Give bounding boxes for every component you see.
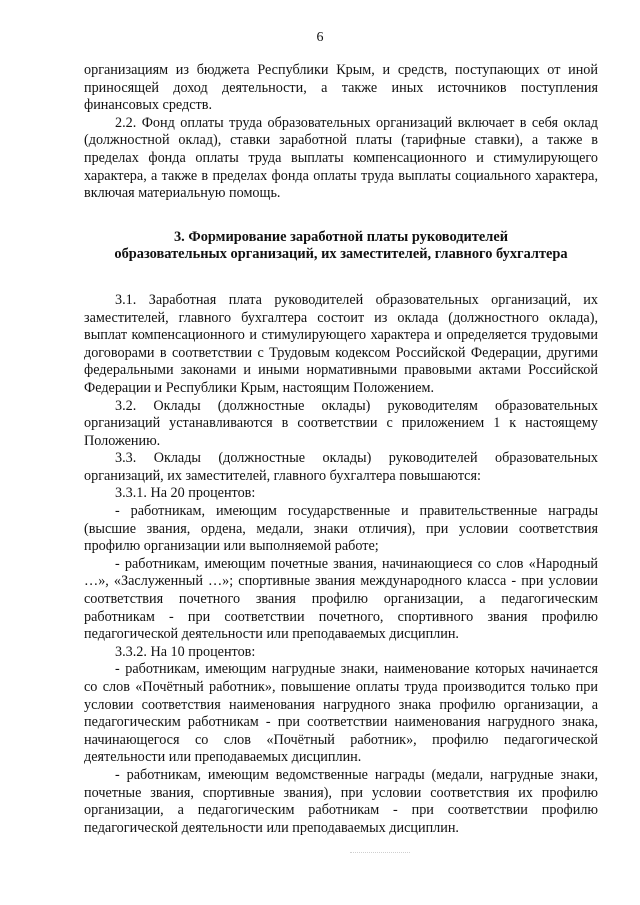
paragraph-3-2: 3.2. Оклады (должностные оклады) руководителям образовательных организаций устанавливаются в соответствии с приложением 1 к настоящему Положению. (84, 397, 598, 449)
section-3-heading-line-2: образовательных организаций, их заместителей, главного бухгалтера (114, 246, 568, 263)
paragraph-3-3: 3.3. Оклады (должностные оклады) руководителей образовательных организаций, их заместителей, главного бухгалтера повышаются: (84, 450, 598, 484)
paragraph-3-1: 3.1. Заработная плата руководителей образовательных организаций, их заместителей, главного бухгалтера состоит из оклада (должностного оклада), выплат компенсационного и стимулирующего характера и определяется трудовыми договорами в соответствии с Трудовым кодексом Российской Федерации, другими федеральными законами и иными нормативными правовыми актами Российской Федерации и Республики Крым, настоящим Положением. (84, 291, 598, 396)
list-item-state-awards: - работникам, имеющим государственные и правительственные награды (высшие звания, ордена, медали, знаки отличия), при условии соответствия профилю организации или выполняемой работе; (84, 503, 598, 555)
paragraph-continuation: организациям из бюджета Республики Крым, и средств, поступающих от иной приносящей доход деятельности, а также иных источников поступления финансовых средств. (84, 62, 598, 114)
list-item-departmental-awards: - работникам, имеющим ведомственные награды (медали, нагрудные знаки, почетные звания, спортивные звания), при условии соответствия их профилю организации, а педагогическим работникам - при соответствии профилю педагогической деятельности или преподаваемых дисциплин. (84, 766, 598, 836)
list-item-honorary-titles: - работникам, имеющим почетные звания, начинающиеся со слов «Народный …», «Заслуженный …»; спортивные звания международного класса - при условии соответствия почетного звания профилю организации, а педагогическим работникам - при соответствии почетного, спортивного звания профилю педагогической деятельности или преподаваемых дисциплин. (84, 555, 598, 643)
document-body (84, 62, 598, 837)
page-number: 6 (316, 30, 324, 45)
section-3-heading (84, 229, 598, 264)
scan-artifact (350, 852, 410, 854)
paragraph-2-2: 2.2. Фонд оплаты труда образовательных организаций включает в себя оклад (должностной оклад), ставки заработной платы (тарифные ставки), а также в пределах фонда оплаты труда выплаты компенсационного и стимулирующего характера, а также в пределах фонда оплаты труда выплаты социального характера, включая материальную помощь. (84, 114, 598, 202)
paragraph-3-3-2: 3.3.2. На 10 процентов: (115, 643, 256, 660)
section-3-heading-line-1: 3. Формирование заработной платы руководителей (173, 228, 509, 245)
list-item-breast-badges: - работникам, имеющим нагрудные знаки, наименование которых начинается со слов «Почётный работник», повышение оплаты труда производится только при условии соответствия наименования нагрудного знака профилю организации, а педагогическим работникам - при соответствии наименования нагрудного знака, начинающегося со слов «Почётный работник», профилю педагогической деятельности или преподаваемых дисциплин. (84, 661, 598, 766)
paragraph-3-3-1: 3.3.1. На 20 процентов: (115, 485, 256, 502)
